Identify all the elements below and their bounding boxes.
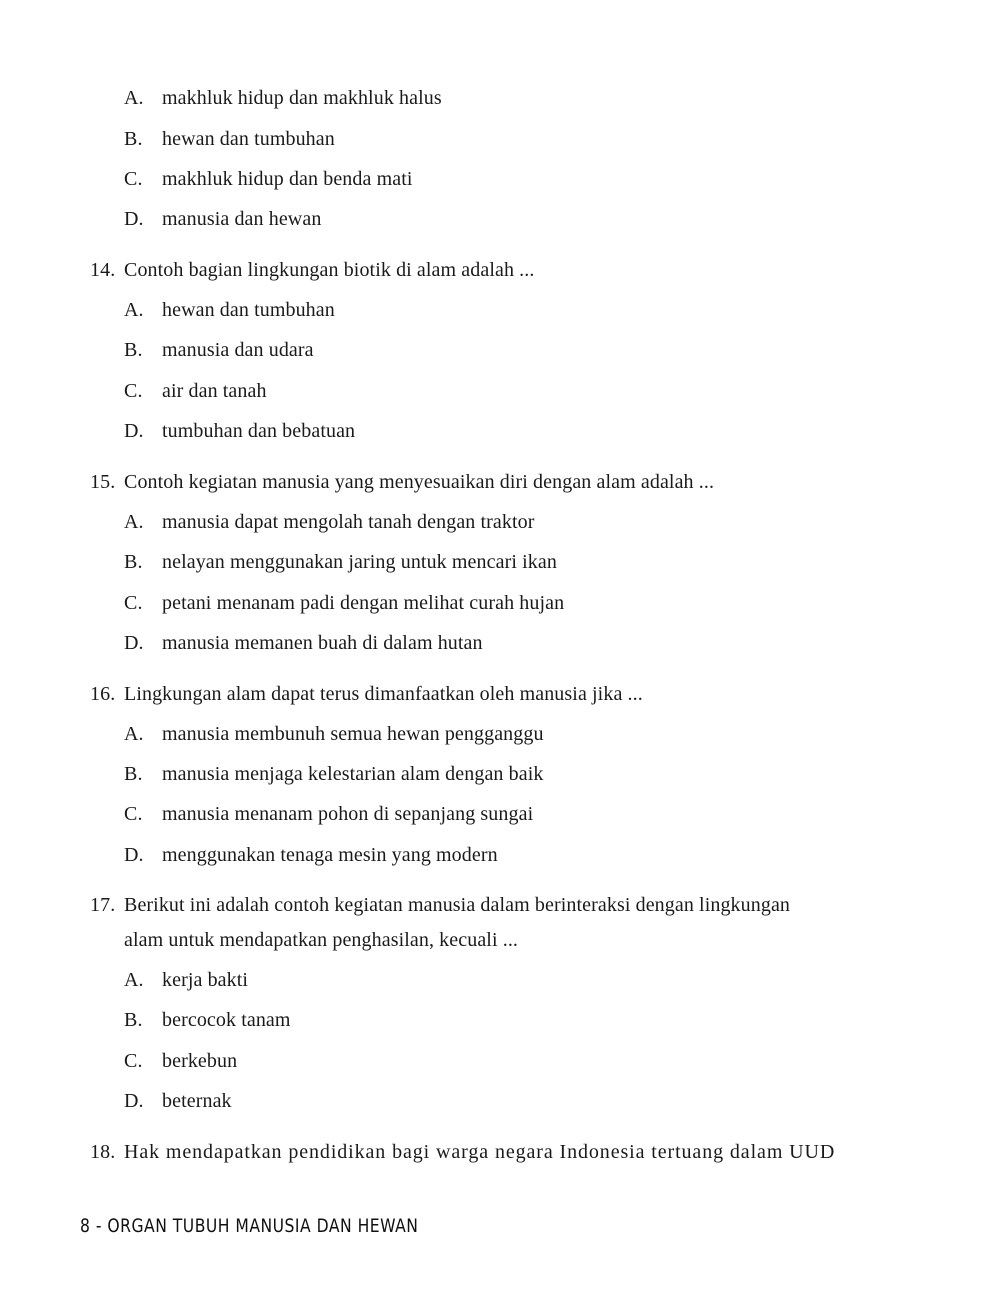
- question-text-continued: alam untuk mendapatkan penghasilan, kecuali ...: [124, 929, 519, 951]
- question-number: 14.: [90, 259, 116, 281]
- question-number: 16.: [90, 683, 116, 705]
- question-text: Lingkungan alam dapat terus dimanfaatkan oleh manusia jika ...: [124, 683, 643, 705]
- question-text: Berikut ini adalah contoh kegiatan manusia dalam berinteraksi dengan lingkungan: [124, 894, 791, 916]
- question-text: Contoh kegiatan manusia yang menyesuaikan diri dengan alam adalah ...: [124, 471, 715, 493]
- question-text: Hak mendapatkan pendidikan bagi warga negara Indonesia tertuang dalam UUD: [124, 1141, 836, 1163]
- question-text: Contoh bagian lingkungan biotik di alam adalah ...: [124, 259, 535, 281]
- document-page: A. makhluk hidup dan makhluk halus B. hewan dan tumbuhan C. makhluk hidup dan benda mati D. manusia dan hewan 14. Contoh bagian lingkungan biotik di alam adalah ... A. hewan dan tumbuhan B. manusia dan udara C. air dan tanah D. tumbuhan dan bebatuan 15. Contoh kegiatan manusia yang menyesuaikan diri dengan alam adalah ... A. manusia dapat mengolah tanah dengan traktor B. nelayan menggunakan jaring untuk mencari ikan C. petani menanam padi dengan melihat curah hujan D. manusia memanen buah di dalam hutan 16. Lingkungan alam dapat terus dimanfaatkan oleh manusia jika ... A. manusia membunuh semua hewan pengganggu B. manusia menjaga kelestarian alam dengan baik C. manusia menanam pohon di sepanjang sungai D. menggunakan tenaga mesin yang modern 17. Berikut ini adalah contoh kegiatan manusia dalam berinteraksi dengan lingkungan alam untuk mendapatkan penghasilan, kecuali ... A. kerja bakti B. bercocok tanam C. berkebun D. beternak 18. Hak mendapatkan pendidikan bagi warga negara Indonesia tertuang dalam UUD 8 - ORGAN TUBUH MANUSIA DAN HEWAN: [80, 87, 836, 1237]
- question-number: 17.: [90, 894, 116, 916]
- page-footer: 8 - ORGAN TUBUH MANUSIA DAN HEWAN: [80, 1215, 419, 1237]
- question-number: 18.: [90, 1141, 116, 1163]
- question-number: 15.: [90, 471, 116, 493]
